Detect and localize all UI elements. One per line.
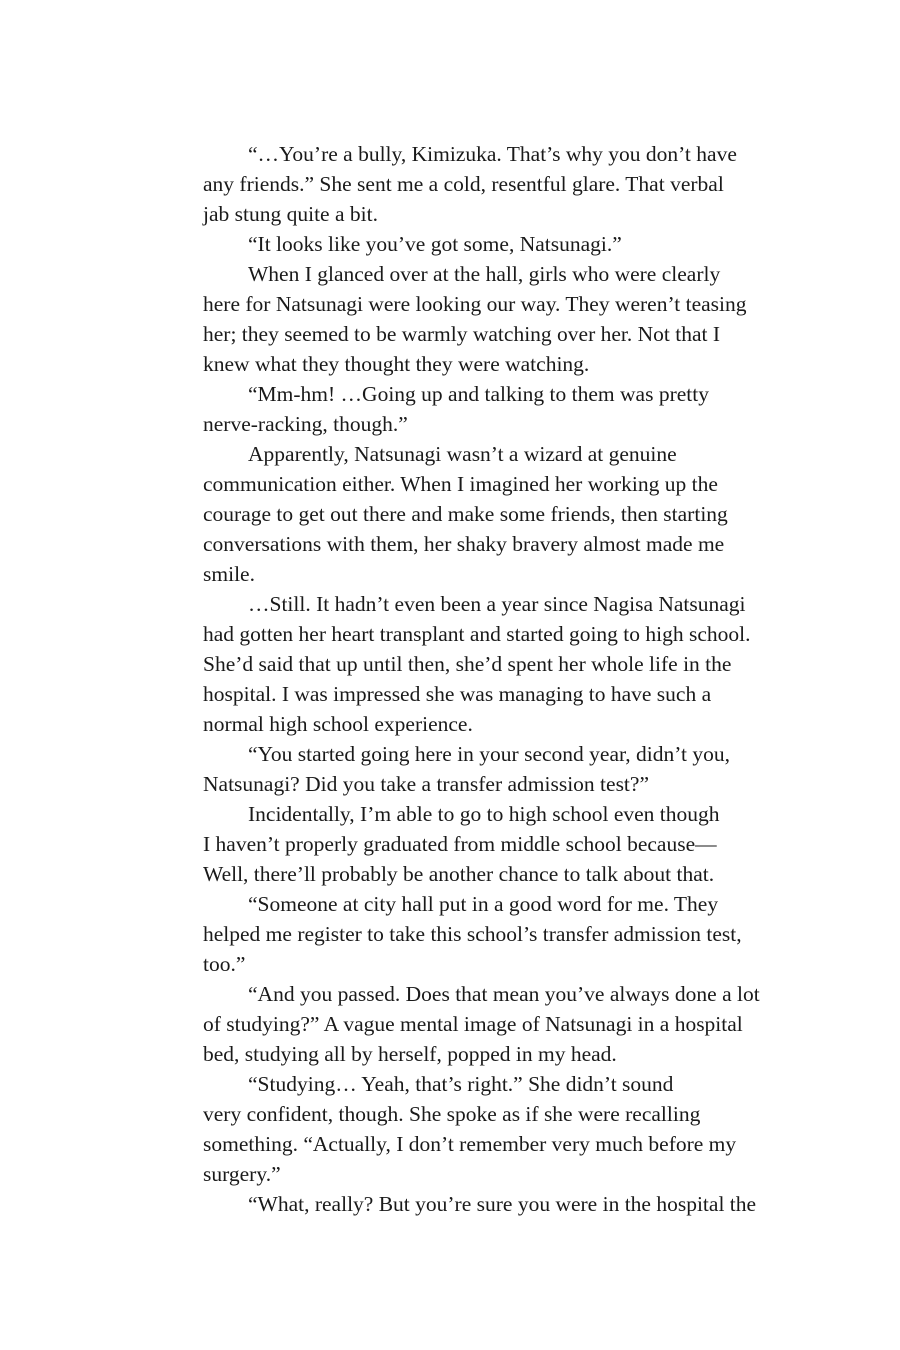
text-line: had gotten her heart transplant and started going to high school. [203,622,751,646]
text-line: Natsunagi? Did you take a transfer admission test?” [203,772,649,796]
paragraph [203,229,803,259]
text-line: courage to get out there and make some friends, then starting [203,502,728,526]
text-line: knew what they thought they were watching. [203,352,590,376]
text-line: Well, there’ll probably be another chance to talk about that. [203,862,715,886]
text-line: helped me register to take this school’s transfer admission test, [203,922,742,946]
text-line: nerve-racking, though.” [203,412,408,436]
text-line: Incidentally, I’m able to go to high school even though [248,802,720,826]
paragraph [203,889,803,979]
paragraph [203,799,803,889]
text-line: “…You’re a bully, Kimizuka. That’s why you don’t have [248,142,737,166]
text-line: surgery.” [203,1162,281,1186]
text-line: “And you passed. Does that mean you’ve always done a lot [248,982,760,1006]
text-line: very confident, though. She spoke as if she were recalling [203,1102,701,1126]
paragraph [203,739,803,799]
text-line: bed, studying all by herself, popped in my head. [203,1042,617,1066]
text-line: When I glanced over at the hall, girls who were clearly [248,262,721,286]
paragraph [203,1069,803,1189]
text-line: “Mm-hm! …Going up and talking to them was pretty [248,382,709,406]
text-line: She’d said that up until then, she’d spent her whole life in the [203,652,732,676]
text-line: “Someone at city hall put in a good word for me. They [248,892,719,916]
text-line: here for Natsunagi were looking our way. They weren’t teasing [203,292,747,316]
text-line: …Still. It hadn’t even been a year since Nagisa Natsunagi [248,592,746,616]
text-line: communication either. When I imagined her working up the [203,472,718,496]
text-line: her; they seemed to be warmly watching over her. Not that I [203,322,721,346]
text-line: I haven’t properly graduated from middle school because— [203,832,717,856]
paragraph [203,139,803,229]
text-line: too.” [203,952,246,976]
text-line: any friends.” She sent me a cold, resentful glare. That verbal [203,172,724,196]
text-line: “It looks like you’ve got some, Natsunagi.” [248,232,622,256]
paragraph [203,1189,803,1219]
text-line: “You started going here in your second year, didn’t you, [248,742,731,766]
text-line: conversations with them, her shaky bravery almost made me [203,532,725,556]
text-line: jab stung quite a bit. [203,202,378,226]
text-line: Apparently, Natsunagi wasn’t a wizard at genuine [248,442,677,466]
paragraph [203,439,803,589]
text-line: hospital. I was impressed she was managing to have such a [203,682,712,706]
body-text [203,139,803,1219]
text-line: “What, really? But you’re sure you were in the hospital the [248,1192,757,1216]
paragraph [203,259,803,379]
text-line: something. “Actually, I don’t remember very much before my [203,1132,737,1156]
paragraph [203,379,803,439]
text-line: smile. [203,562,255,586]
text-line: of studying?” A vague mental image of Natsunagi in a hospital [203,1012,743,1036]
paragraph [203,979,803,1069]
text-line: normal high school experience. [203,712,473,736]
paragraph [203,589,803,739]
text-line: “Studying… Yeah, that’s right.” She didn’t sound [248,1072,674,1096]
